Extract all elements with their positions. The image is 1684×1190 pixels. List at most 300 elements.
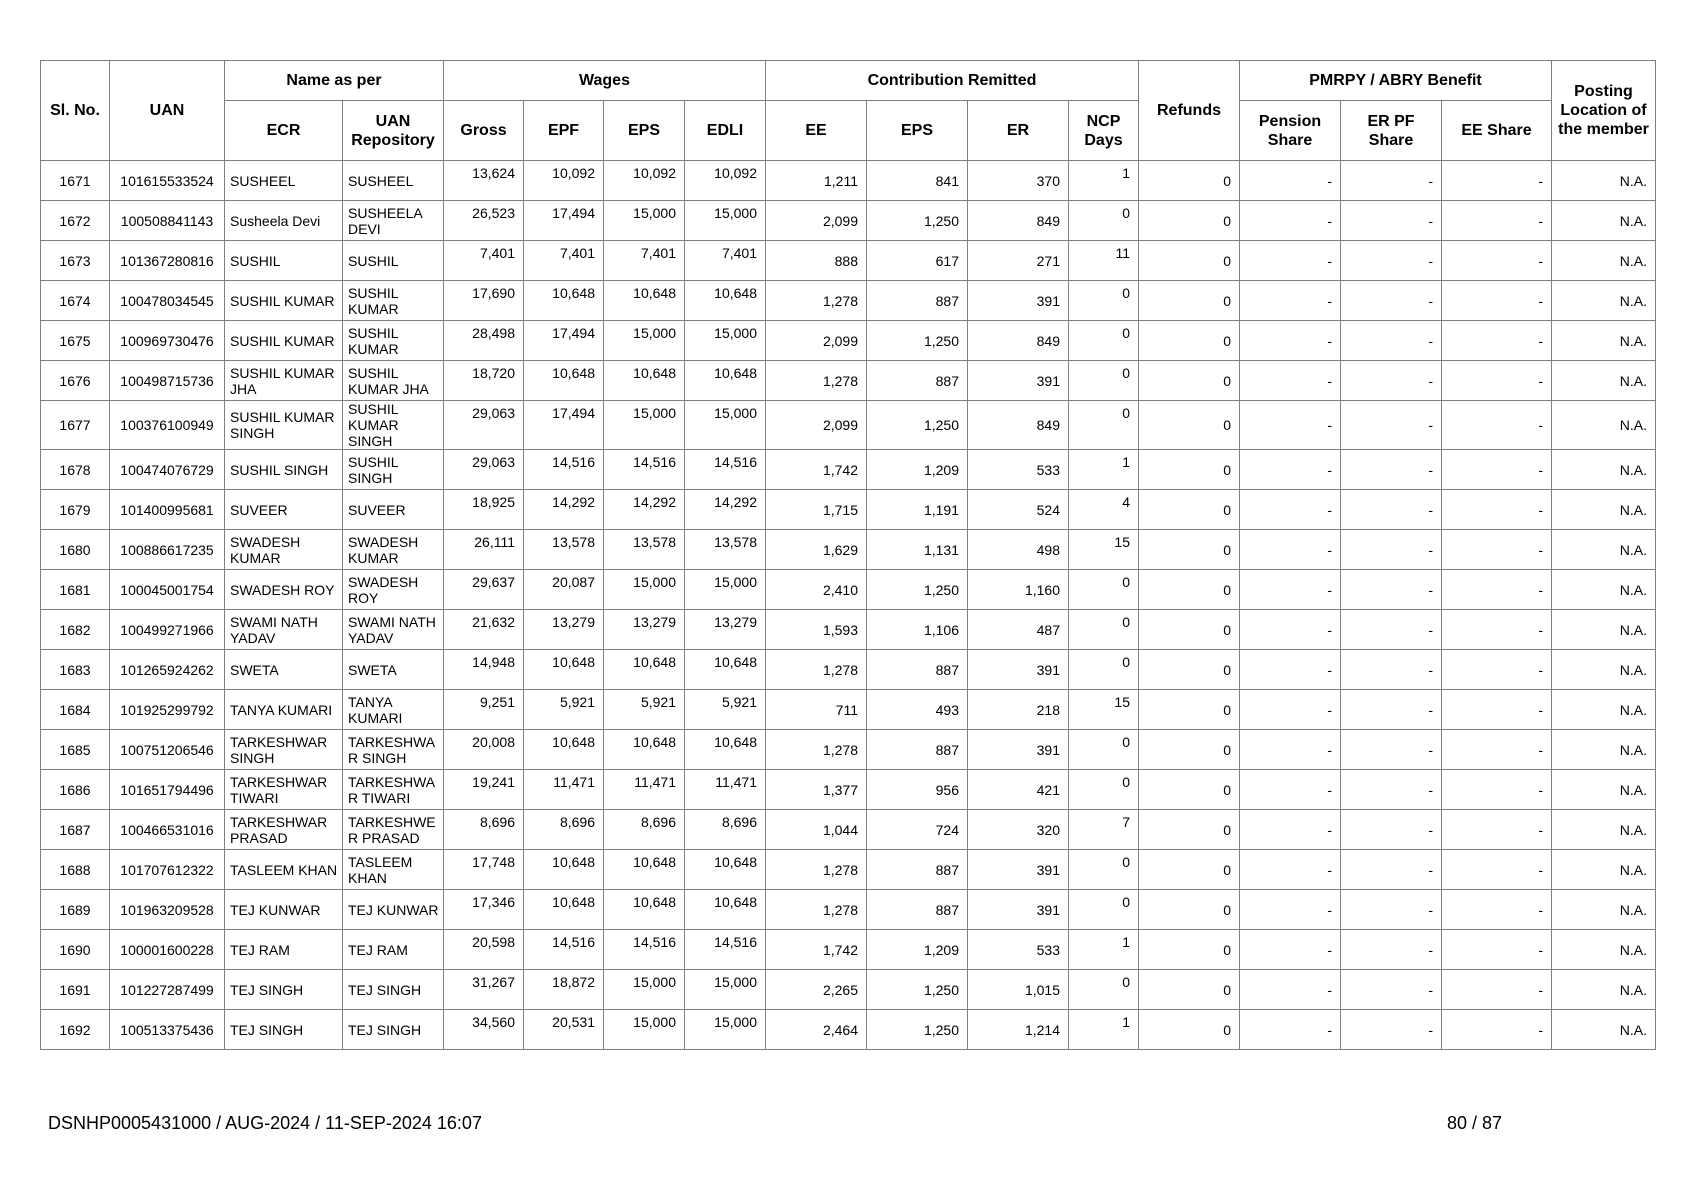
edli-wages-cell: 11,471 xyxy=(685,770,766,810)
gross-wages-cell: 19,241 xyxy=(444,770,524,810)
ecr-name-cell: SUSHIL KUMAR JHA xyxy=(225,361,343,401)
uan-repository-name-cell: SUSHEEL xyxy=(343,161,444,201)
header-name-as-per: Name as per xyxy=(225,61,444,101)
table-row xyxy=(41,930,1656,970)
table-row xyxy=(41,450,1656,490)
sl-no-cell: 1677 xyxy=(41,401,110,450)
ee-share-cell: - xyxy=(1442,161,1552,201)
ee-share-cell: - xyxy=(1442,450,1552,490)
uan-repository-name-cell: TANYA KUMARI xyxy=(343,690,444,730)
ee-contribution-cell: 2,464 xyxy=(766,1010,867,1050)
uan-repository-name-cell: SWADESH KUMAR xyxy=(343,530,444,570)
ecr-name-cell: SUVEER xyxy=(225,490,343,530)
gross-wages-cell: 13,624 xyxy=(444,161,524,201)
epf-wages-cell: 20,087 xyxy=(524,570,604,610)
header-refunds: Refunds xyxy=(1139,61,1240,161)
epf-wages-cell: 17,494 xyxy=(524,321,604,361)
edli-wages-cell: 14,516 xyxy=(685,450,766,490)
uan-cell: 100751206546 xyxy=(110,730,225,770)
ee-share-cell: - xyxy=(1442,970,1552,1010)
ncp-days-cell: 0 xyxy=(1069,730,1139,770)
pension-share-cell: - xyxy=(1240,321,1341,361)
table-row xyxy=(41,850,1656,890)
er-pf-share-cell: - xyxy=(1341,490,1442,530)
gross-wages-cell: 21,632 xyxy=(444,610,524,650)
ee-contribution-cell: 2,265 xyxy=(766,970,867,1010)
uan-cell: 101615533524 xyxy=(110,161,225,201)
ncp-days-cell: 0 xyxy=(1069,970,1139,1010)
edli-wages-cell: 15,000 xyxy=(685,201,766,241)
er-contribution-cell: 320 xyxy=(968,810,1069,850)
eps-contribution-cell: 1,250 xyxy=(867,321,968,361)
ecr-name-cell: SWADESH ROY xyxy=(225,570,343,610)
ee-share-cell: - xyxy=(1442,570,1552,610)
posting-location-cell: N.A. xyxy=(1552,450,1656,490)
pension-share-cell: - xyxy=(1240,650,1341,690)
eps-wages-cell: 10,648 xyxy=(604,361,685,401)
uan-cell: 100466531016 xyxy=(110,810,225,850)
refunds-cell: 0 xyxy=(1139,401,1240,450)
table-row xyxy=(41,161,1656,201)
er-pf-share-cell: - xyxy=(1341,930,1442,970)
eps-contribution-cell: 956 xyxy=(867,770,968,810)
uan-repository-name-cell: TEJ SINGH xyxy=(343,970,444,1010)
epf-wages-cell: 10,092 xyxy=(524,161,604,201)
refunds-cell: 0 xyxy=(1139,201,1240,241)
uan-repository-name-cell: SUSHIL KUMAR xyxy=(343,321,444,361)
page-total: 87 xyxy=(1482,1113,1503,1133)
posting-location-cell: N.A. xyxy=(1552,930,1656,970)
uan-repository-name-cell: SUSHIL KUMAR JHA xyxy=(343,361,444,401)
er-pf-share-cell: - xyxy=(1341,530,1442,570)
table-row xyxy=(41,530,1656,570)
sl-no-cell: 1685 xyxy=(41,730,110,770)
ee-contribution-cell: 1,278 xyxy=(766,850,867,890)
edli-wages-cell: 7,401 xyxy=(685,241,766,281)
posting-location-cell: N.A. xyxy=(1552,810,1656,850)
epf-wages-cell: 14,292 xyxy=(524,490,604,530)
edli-wages-cell: 10,648 xyxy=(685,850,766,890)
eps-wages-cell: 14,516 xyxy=(604,450,685,490)
er-contribution-cell: 849 xyxy=(968,321,1069,361)
header-ncp-days: NCP Days xyxy=(1069,101,1139,161)
page-current: 80 xyxy=(1447,1113,1468,1133)
ee-contribution-cell: 1,278 xyxy=(766,281,867,321)
refunds-cell: 0 xyxy=(1139,970,1240,1010)
ecr-name-cell: SUSHIL KUMAR SINGH xyxy=(225,401,343,450)
pension-share-cell: - xyxy=(1240,730,1341,770)
er-contribution-cell: 533 xyxy=(968,930,1069,970)
header-ecr: ECR xyxy=(225,101,343,161)
pension-share-cell: - xyxy=(1240,281,1341,321)
ee-contribution-cell: 1,629 xyxy=(766,530,867,570)
header-er-pf-share: ER PF Share xyxy=(1341,101,1442,161)
uan-cell: 100474076729 xyxy=(110,450,225,490)
gross-wages-cell: 34,560 xyxy=(444,1010,524,1050)
ecr-name-cell: TEJ SINGH xyxy=(225,1010,343,1050)
eps-contribution-cell: 1,209 xyxy=(867,930,968,970)
ee-contribution-cell: 2,099 xyxy=(766,401,867,450)
header-sl-no: Sl. No. xyxy=(41,61,110,161)
refunds-cell: 0 xyxy=(1139,161,1240,201)
epf-wages-cell: 5,921 xyxy=(524,690,604,730)
er-pf-share-cell: - xyxy=(1341,650,1442,690)
header-pension-share: Pension Share xyxy=(1240,101,1341,161)
ee-share-cell: - xyxy=(1442,490,1552,530)
uan-repository-name-cell: SUSHIL xyxy=(343,241,444,281)
table-row xyxy=(41,650,1656,690)
gross-wages-cell: 26,111 xyxy=(444,530,524,570)
eps-wages-cell: 10,648 xyxy=(604,650,685,690)
epf-wages-cell: 10,648 xyxy=(524,281,604,321)
refunds-cell: 0 xyxy=(1139,610,1240,650)
er-contribution-cell: 391 xyxy=(968,730,1069,770)
eps-contribution-cell: 1,131 xyxy=(867,530,968,570)
eps-wages-cell: 7,401 xyxy=(604,241,685,281)
uan-cell: 101227287499 xyxy=(110,970,225,1010)
ncp-days-cell: 0 xyxy=(1069,850,1139,890)
table-header xyxy=(41,61,1656,161)
eps-contribution-cell: 1,250 xyxy=(867,570,968,610)
er-pf-share-cell: - xyxy=(1341,401,1442,450)
eps-wages-cell: 10,648 xyxy=(604,281,685,321)
ee-contribution-cell: 1,377 xyxy=(766,770,867,810)
uan-cell: 100376100949 xyxy=(110,401,225,450)
ee-share-cell: - xyxy=(1442,810,1552,850)
eps-contribution-cell: 887 xyxy=(867,890,968,930)
sl-no-cell: 1691 xyxy=(41,970,110,1010)
uan-cell: 101963209528 xyxy=(110,890,225,930)
eps-contribution-cell: 887 xyxy=(867,730,968,770)
ee-contribution-cell: 1,593 xyxy=(766,610,867,650)
ecr-name-cell: Susheela Devi xyxy=(225,201,343,241)
epf-wages-cell: 17,494 xyxy=(524,201,604,241)
sl-no-cell: 1678 xyxy=(41,450,110,490)
refunds-cell: 0 xyxy=(1139,890,1240,930)
table-row xyxy=(41,361,1656,401)
table-row xyxy=(41,570,1656,610)
posting-location-cell: N.A. xyxy=(1552,241,1656,281)
ecr-name-cell: TARKESHWAR PRASAD xyxy=(225,810,343,850)
ecr-name-cell: TEJ KUNWAR xyxy=(225,890,343,930)
sl-no-cell: 1675 xyxy=(41,321,110,361)
er-pf-share-cell: - xyxy=(1341,161,1442,201)
pension-share-cell: - xyxy=(1240,530,1341,570)
er-pf-share-cell: - xyxy=(1341,810,1442,850)
eps-wages-cell: 15,000 xyxy=(604,321,685,361)
er-pf-share-cell: - xyxy=(1341,850,1442,890)
epf-wages-cell: 10,648 xyxy=(524,361,604,401)
er-pf-share-cell: - xyxy=(1341,361,1442,401)
er-contribution-cell: 391 xyxy=(968,890,1069,930)
ecr-name-cell: SUSHEEL xyxy=(225,161,343,201)
uan-cell: 100508841143 xyxy=(110,201,225,241)
pension-share-cell: - xyxy=(1240,1010,1341,1050)
gross-wages-cell: 8,696 xyxy=(444,810,524,850)
eps-wages-cell: 15,000 xyxy=(604,970,685,1010)
ecr-contribution-table xyxy=(40,60,1656,1050)
epf-wages-cell: 7,401 xyxy=(524,241,604,281)
ee-share-cell: - xyxy=(1442,650,1552,690)
edli-wages-cell: 14,292 xyxy=(685,490,766,530)
epf-wages-cell: 13,279 xyxy=(524,610,604,650)
header-posting-location: Posting Location of the member xyxy=(1552,61,1656,161)
sl-no-cell: 1682 xyxy=(41,610,110,650)
ee-contribution-cell: 1,211 xyxy=(766,161,867,201)
er-pf-share-cell: - xyxy=(1341,321,1442,361)
er-contribution-cell: 391 xyxy=(968,850,1069,890)
refunds-cell: 0 xyxy=(1139,930,1240,970)
er-pf-share-cell: - xyxy=(1341,570,1442,610)
ecr-name-cell: SUSHIL SINGH xyxy=(225,450,343,490)
table-body xyxy=(41,161,1656,1050)
refunds-cell: 0 xyxy=(1139,321,1240,361)
er-pf-share-cell: - xyxy=(1341,241,1442,281)
uan-repository-name-cell: SWADESH ROY xyxy=(343,570,444,610)
table-row xyxy=(41,281,1656,321)
er-contribution-cell: 271 xyxy=(968,241,1069,281)
pension-share-cell: - xyxy=(1240,810,1341,850)
ecr-name-cell: SUSHIL KUMAR xyxy=(225,281,343,321)
pension-share-cell: - xyxy=(1240,450,1341,490)
gross-wages-cell: 14,948 xyxy=(444,650,524,690)
refunds-cell: 0 xyxy=(1139,361,1240,401)
pension-share-cell: - xyxy=(1240,610,1341,650)
eps-wages-cell: 15,000 xyxy=(604,570,685,610)
pension-share-cell: - xyxy=(1240,930,1341,970)
er-contribution-cell: 421 xyxy=(968,770,1069,810)
ncp-days-cell: 0 xyxy=(1069,890,1139,930)
posting-location-cell: N.A. xyxy=(1552,530,1656,570)
refunds-cell: 0 xyxy=(1139,530,1240,570)
eps-contribution-cell: 1,250 xyxy=(867,1010,968,1050)
eps-wages-cell: 15,000 xyxy=(604,1010,685,1050)
ee-contribution-cell: 1,278 xyxy=(766,361,867,401)
gross-wages-cell: 20,008 xyxy=(444,730,524,770)
posting-location-cell: N.A. xyxy=(1552,850,1656,890)
ecr-name-cell: SUSHIL xyxy=(225,241,343,281)
header-pmrpy-abry: PMRPY / ABRY Benefit xyxy=(1240,61,1552,101)
uan-repository-name-cell: TARKESHWA R SINGH xyxy=(343,730,444,770)
ncp-days-cell: 0 xyxy=(1069,201,1139,241)
ee-share-cell: - xyxy=(1442,930,1552,970)
eps-wages-cell: 14,516 xyxy=(604,930,685,970)
ncp-days-cell: 0 xyxy=(1069,610,1139,650)
gross-wages-cell: 29,063 xyxy=(444,401,524,450)
posting-location-cell: N.A. xyxy=(1552,770,1656,810)
ncp-days-cell: 15 xyxy=(1069,690,1139,730)
uan-cell: 100001600228 xyxy=(110,930,225,970)
table-row xyxy=(41,810,1656,850)
er-contribution-cell: 1,015 xyxy=(968,970,1069,1010)
ncp-days-cell: 0 xyxy=(1069,281,1139,321)
edli-wages-cell: 15,000 xyxy=(685,970,766,1010)
uan-cell: 101400995681 xyxy=(110,490,225,530)
table-row xyxy=(41,490,1656,530)
posting-location-cell: N.A. xyxy=(1552,1010,1656,1050)
pension-share-cell: - xyxy=(1240,201,1341,241)
ee-contribution-cell: 1,278 xyxy=(766,890,867,930)
uan-repository-name-cell: SUVEER xyxy=(343,490,444,530)
epf-wages-cell: 10,648 xyxy=(524,650,604,690)
table-row xyxy=(41,730,1656,770)
eps-wages-cell: 13,578 xyxy=(604,530,685,570)
er-pf-share-cell: - xyxy=(1341,770,1442,810)
table-row xyxy=(41,201,1656,241)
eps-contribution-cell: 1,250 xyxy=(867,401,968,450)
uan-cell: 100886617235 xyxy=(110,530,225,570)
pension-share-cell: - xyxy=(1240,361,1341,401)
epf-wages-cell: 20,531 xyxy=(524,1010,604,1050)
eps-wages-cell: 14,292 xyxy=(604,490,685,530)
sl-no-cell: 1679 xyxy=(41,490,110,530)
epf-wages-cell: 10,648 xyxy=(524,850,604,890)
epf-wages-cell: 10,648 xyxy=(524,890,604,930)
refunds-cell: 0 xyxy=(1139,850,1240,890)
header-contribution-eps: EPS xyxy=(867,101,968,161)
header-gross: Gross xyxy=(444,101,524,161)
sl-no-cell: 1683 xyxy=(41,650,110,690)
ee-share-cell: - xyxy=(1442,361,1552,401)
uan-repository-name-cell: TASLEEM KHAN xyxy=(343,850,444,890)
eps-contribution-cell: 887 xyxy=(867,850,968,890)
ee-share-cell: - xyxy=(1442,321,1552,361)
edli-wages-cell: 10,648 xyxy=(685,281,766,321)
ee-contribution-cell: 2,410 xyxy=(766,570,867,610)
gross-wages-cell: 9,251 xyxy=(444,690,524,730)
ecr-name-cell: TEJ RAM xyxy=(225,930,343,970)
uan-repository-name-cell: TEJ KUNWAR xyxy=(343,890,444,930)
edli-wages-cell: 10,648 xyxy=(685,730,766,770)
table-row xyxy=(41,610,1656,650)
refunds-cell: 0 xyxy=(1139,810,1240,850)
er-contribution-cell: 218 xyxy=(968,690,1069,730)
uan-repository-name-cell: TEJ RAM xyxy=(343,930,444,970)
uan-cell: 101367280816 xyxy=(110,241,225,281)
epf-wages-cell: 8,696 xyxy=(524,810,604,850)
sl-no-cell: 1687 xyxy=(41,810,110,850)
posting-location-cell: N.A. xyxy=(1552,401,1656,450)
pension-share-cell: - xyxy=(1240,890,1341,930)
eps-wages-cell: 11,471 xyxy=(604,770,685,810)
uan-cell: 100969730476 xyxy=(110,321,225,361)
ncp-days-cell: 0 xyxy=(1069,570,1139,610)
ee-contribution-cell: 1,278 xyxy=(766,650,867,690)
eps-wages-cell: 15,000 xyxy=(604,201,685,241)
ee-contribution-cell: 2,099 xyxy=(766,321,867,361)
gross-wages-cell: 17,690 xyxy=(444,281,524,321)
ee-share-cell: - xyxy=(1442,201,1552,241)
edli-wages-cell: 15,000 xyxy=(685,321,766,361)
pension-share-cell: - xyxy=(1240,490,1341,530)
epf-wages-cell: 14,516 xyxy=(524,930,604,970)
uan-cell: 100045001754 xyxy=(110,570,225,610)
uan-repository-name-cell: SUSHIL KUMAR SINGH xyxy=(343,401,444,450)
gross-wages-cell: 29,637 xyxy=(444,570,524,610)
header-ee: EE xyxy=(766,101,867,161)
er-contribution-cell: 1,214 xyxy=(968,1010,1069,1050)
gross-wages-cell: 31,267 xyxy=(444,970,524,1010)
ecr-name-cell: TEJ SINGH xyxy=(225,970,343,1010)
ee-share-cell: - xyxy=(1442,890,1552,930)
refunds-cell: 0 xyxy=(1139,1010,1240,1050)
gross-wages-cell: 29,063 xyxy=(444,450,524,490)
ecr-name-cell: SWAMI NATH YADAV xyxy=(225,610,343,650)
sl-no-cell: 1686 xyxy=(41,770,110,810)
sl-no-cell: 1690 xyxy=(41,930,110,970)
uan-cell: 100499271966 xyxy=(110,610,225,650)
eps-contribution-cell: 724 xyxy=(867,810,968,850)
ncp-days-cell: 0 xyxy=(1069,361,1139,401)
posting-location-cell: N.A. xyxy=(1552,610,1656,650)
edli-wages-cell: 10,648 xyxy=(685,890,766,930)
eps-wages-cell: 10,648 xyxy=(604,850,685,890)
edli-wages-cell: 15,000 xyxy=(685,570,766,610)
page-number xyxy=(1447,1113,1502,1134)
eps-contribution-cell: 1,191 xyxy=(867,490,968,530)
ee-share-cell: - xyxy=(1442,1010,1552,1050)
uan-cell: 101651794496 xyxy=(110,770,225,810)
eps-contribution-cell: 841 xyxy=(867,161,968,201)
sl-no-cell: 1680 xyxy=(41,530,110,570)
uan-repository-name-cell: SUSHIL SINGH xyxy=(343,450,444,490)
uan-repository-name-cell: TEJ SINGH xyxy=(343,1010,444,1050)
uan-repository-name-cell: SWETA xyxy=(343,650,444,690)
ncp-days-cell: 0 xyxy=(1069,321,1139,361)
uan-repository-name-cell: SUSHEELA DEVI xyxy=(343,201,444,241)
ee-share-cell: - xyxy=(1442,610,1552,650)
ncp-days-cell: 4 xyxy=(1069,490,1139,530)
edli-wages-cell: 5,921 xyxy=(685,690,766,730)
table-row xyxy=(41,401,1656,450)
refunds-cell: 0 xyxy=(1139,570,1240,610)
ecr-name-cell: SWADESH KUMAR xyxy=(225,530,343,570)
table-row xyxy=(41,1010,1656,1050)
uan-cell: 101925299792 xyxy=(110,690,225,730)
sl-no-cell: 1673 xyxy=(41,241,110,281)
posting-location-cell: N.A. xyxy=(1552,201,1656,241)
eps-contribution-cell: 1,106 xyxy=(867,610,968,650)
pension-share-cell: - xyxy=(1240,161,1341,201)
er-contribution-cell: 498 xyxy=(968,530,1069,570)
ee-share-cell: - xyxy=(1442,401,1552,450)
refunds-cell: 0 xyxy=(1139,650,1240,690)
ncp-days-cell: 0 xyxy=(1069,650,1139,690)
sl-no-cell: 1684 xyxy=(41,690,110,730)
er-pf-share-cell: - xyxy=(1341,690,1442,730)
document-reference: DSNHP0005431000 / AUG-2024 / 11-SEP-2024 16:07 xyxy=(48,1113,482,1133)
er-pf-share-cell: - xyxy=(1341,890,1442,930)
posting-location-cell: N.A. xyxy=(1552,321,1656,361)
gross-wages-cell: 18,720 xyxy=(444,361,524,401)
posting-location-cell: N.A. xyxy=(1552,890,1656,930)
posting-location-cell: N.A. xyxy=(1552,970,1656,1010)
refunds-cell: 0 xyxy=(1139,730,1240,770)
pension-share-cell: - xyxy=(1240,690,1341,730)
ee-share-cell: - xyxy=(1442,241,1552,281)
eps-contribution-cell: 887 xyxy=(867,281,968,321)
eps-contribution-cell: 887 xyxy=(867,361,968,401)
eps-contribution-cell: 617 xyxy=(867,241,968,281)
sl-no-cell: 1688 xyxy=(41,850,110,890)
posting-location-cell: N.A. xyxy=(1552,490,1656,530)
edli-wages-cell: 13,279 xyxy=(685,610,766,650)
eps-wages-cell: 10,648 xyxy=(604,890,685,930)
eps-wages-cell: 8,696 xyxy=(604,810,685,850)
ee-contribution-cell: 711 xyxy=(766,690,867,730)
edli-wages-cell: 10,648 xyxy=(685,650,766,690)
epf-wages-cell: 17,494 xyxy=(524,401,604,450)
